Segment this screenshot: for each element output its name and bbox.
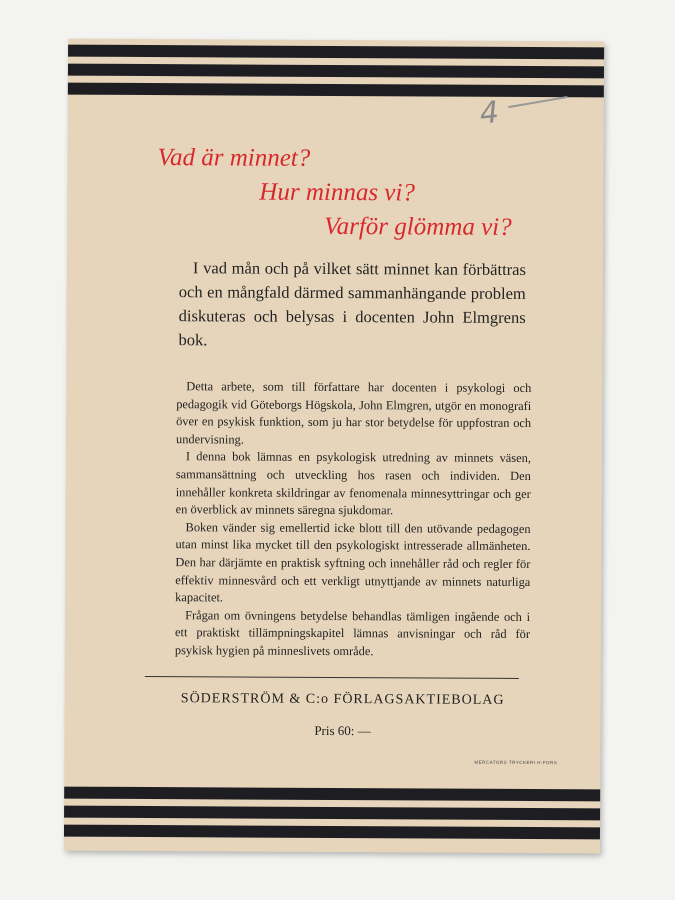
price-label: Pris 60: —: [314, 722, 371, 739]
divider-rule: [145, 676, 519, 679]
question-1: Vad är minnet?: [157, 144, 311, 172]
book-back-cover: [64, 39, 604, 854]
pencil-note: 4: [478, 94, 501, 132]
paragraph-1: Detta arbete, som till författare har docenten i psykologi och pedagogik vid Göteborgs Högskola, John Elmgren, utgör en monografi över en psykisk funktion, som ju har stor betydelse för uppfostran och undervisning.: [175, 379, 532, 447]
bottom-stripes: [64, 787, 600, 847]
stripe: [64, 787, 600, 802]
question-3: Varför glömma vi?: [324, 212, 512, 241]
description-text: [175, 378, 531, 661]
question-2: Hur minnas vi?: [259, 178, 415, 207]
stripe: [64, 806, 600, 821]
publisher-name: SÖDERSTRÖM & C:o FÖRLAGSAKTIEBOLAG: [180, 691, 505, 708]
stripe: [68, 83, 604, 98]
intro-paragraph: I vad mån och på vilket sätt minnet kan förbättras och en mångfald därmed sammanhängande problem diskuteras och belysas i docenten John Elmgrens bok.: [178, 258, 526, 350]
stripe: [68, 45, 604, 60]
paragraph-2: I denna bok lämnas en psykologisk utredning av minnets väsen, sammansättning och utveckling hos rasen och individen. Den innehåller konkreta skildringar av fenomenala minnesyttringar och ger en överblick av minnets säregna sjukdomar.: [175, 449, 531, 518]
paragraph-3: Boken vänder sig emellertid icke blott till den utövande pedagogen utan minst lika mycket till den psykologiskt intresserade allmänheten. Den har därjämte en praktisk syftning och innehåller råd och regler för effektiv minnesvård och ett verkligt utnyttjande av minnets naturliga kapacitet.: [175, 519, 531, 605]
stripe: [68, 64, 604, 79]
stripe: [64, 825, 600, 840]
paragraph-4: Frågan om övningens betydelse behandlas tämligen ingående och i ett praktiskt tillämpningskapitel lämnas anvisningar och råd för psykisk hygien på minneslivets område.: [174, 607, 531, 659]
printer-mark: MERCATORS TRYCKERI H:FORS: [474, 759, 558, 766]
top-stripes: [68, 45, 604, 105]
